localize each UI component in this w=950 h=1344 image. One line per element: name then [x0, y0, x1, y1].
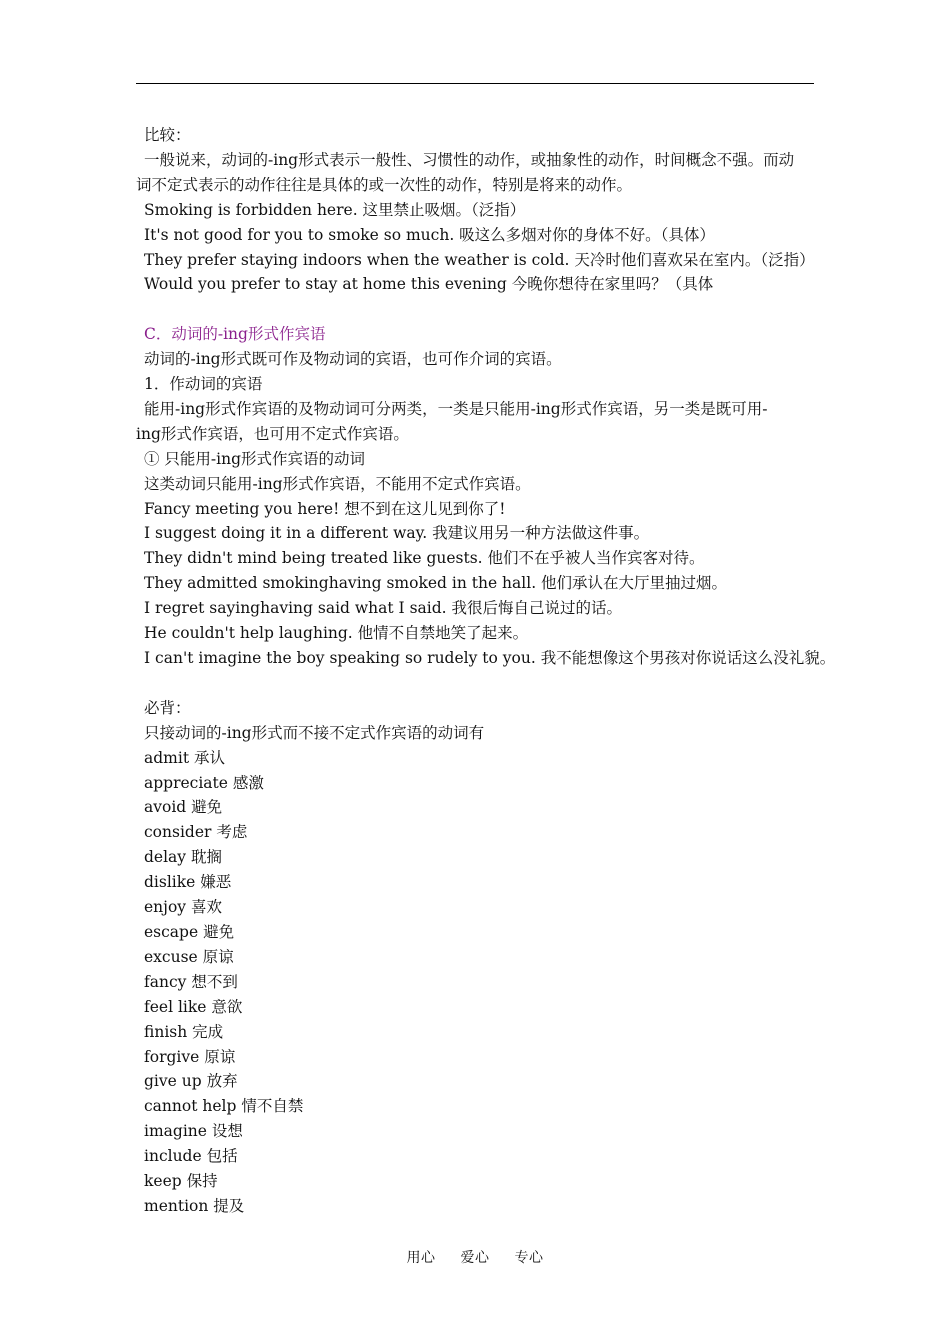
- item-ing-only: ① 只能用-ing形式作宾语的动词: [144, 449, 366, 468]
- vocab-item: mention 提及: [144, 1196, 245, 1215]
- verb-class-paragraph: [136, 397, 816, 447]
- vocab-item: excuse 原谅: [144, 947, 234, 966]
- document-body: [136, 123, 836, 1219]
- verb-class-paragraph-line2: ing形式作宾语，也可用不定式作宾语。: [136, 424, 409, 443]
- vocab-item: enjoy 喜欢: [144, 898, 222, 917]
- header-rule: [136, 83, 814, 84]
- vocab-item: dislike 嫌恶: [144, 873, 232, 892]
- vocab-item: finish 完成: [144, 1022, 224, 1041]
- example-sentence: I can't imagine the boy speaking so rudely to you. 我不能想像这个男孩对你说话这么没礼貌。: [144, 649, 836, 668]
- vocab-item: give up 放弃: [144, 1072, 238, 1091]
- compare-paragraph: [136, 148, 816, 198]
- footer-item: 爱心: [460, 1250, 490, 1266]
- subheading-verb-object: 1．作动词的宾语: [144, 375, 263, 394]
- verb-class-paragraph-line1: 能用-ing形式作宾语的及物动词可分两类，一类是只能用-ing形式作宾语，另一类是既可用-: [144, 399, 768, 418]
- section-c-heading: C．动词的-ing形式作宾语: [144, 325, 326, 344]
- example-sentence: I regret sayinghaving said what I said. 我很后悔自己说过的话。: [144, 599, 623, 618]
- vocab-item: delay 耽搁: [144, 848, 222, 867]
- compare-example: Would you prefer to stay at home this evening 今晚你想待在家里吗？（具体: [144, 275, 714, 294]
- vocab-item: admit 承认: [144, 748, 225, 767]
- vocab-item: include 包括: [144, 1147, 238, 1166]
- example-sentence: They didn't mind being treated like guests. 他们不在乎被人当作宾客对待。: [144, 549, 705, 568]
- compare-example: It's not good for you to smoke so much. 吸这么多烟对你的身体不好。（具体）: [144, 225, 715, 244]
- vocab-item: consider 考虑: [144, 823, 248, 842]
- vocab-item: forgive 原谅: [144, 1047, 236, 1066]
- page-footer: [0, 1247, 950, 1267]
- vocab-item: avoid 避免: [144, 798, 223, 817]
- footer-item: 专心: [514, 1250, 544, 1266]
- vocab-item: imagine 设想: [144, 1122, 243, 1141]
- example-sentence: He couldn't help laughing. 他情不自禁地笑了起来。: [144, 624, 529, 643]
- vocab-item: cannot help 情不自禁: [144, 1097, 304, 1116]
- item-ing-only-desc: 这类动词只能用-ing形式作宾语，不能用不定式作宾语。: [144, 474, 531, 493]
- example-sentence: They admitted smokinghaving smoked in the hall. 他们承认在大厅里抽过烟。: [144, 574, 728, 593]
- must-memorize-title: 必背：: [144, 698, 191, 717]
- vocab-item: appreciate 感激: [144, 773, 264, 792]
- vocab-item: keep 保持: [144, 1172, 218, 1191]
- compare-paragraph-line2: 词不定式表示的动作往往是具体的或一次性的动作，特别是将来的动作。: [136, 175, 633, 194]
- example-sentence: I suggest doing it in a different way. 我建议用另一种方法做这件事。: [144, 524, 650, 543]
- section-c-intro: 动词的-ing形式既可作及物动词的宾语，也可作介词的宾语。: [144, 350, 562, 369]
- vocab-item: fancy 想不到: [144, 972, 238, 991]
- compare-example: Smoking is forbidden here. 这里禁止吸烟。（泛指）: [144, 200, 526, 219]
- footer-item: 用心: [406, 1250, 436, 1266]
- vocab-item: escape 避免: [144, 922, 235, 941]
- compare-paragraph-line1: 一般说来，动词的-ing形式表示一般性、习惯性的动作，或抽象性的动作，时间概念不强。而动: [144, 150, 795, 169]
- must-memorize-desc: 只接动词的-ing形式而不接不定式作宾语的动词有: [144, 723, 485, 742]
- example-sentence: Fancy meeting you here! 想不到在这儿见到你了!: [144, 499, 506, 518]
- vocab-item: feel like 意欲: [144, 997, 243, 1016]
- compare-title: 比较：: [144, 126, 191, 144]
- compare-example: They prefer staying indoors when the weather is cold. 天冷时他们喜欢呆在室内。（泛指）: [144, 250, 815, 269]
